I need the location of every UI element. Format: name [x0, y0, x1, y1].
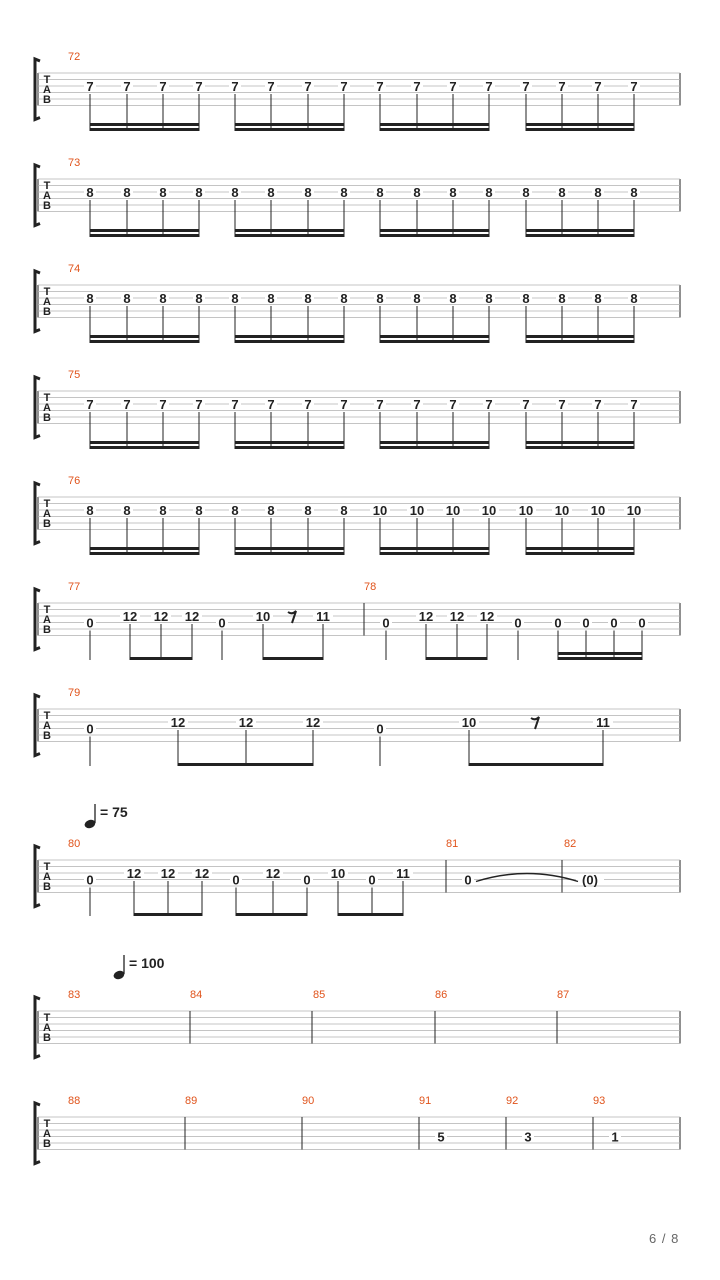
- fret-number: 7: [159, 397, 167, 412]
- fret-number: 8: [630, 185, 638, 200]
- fret-number: 7: [522, 79, 530, 94]
- note-beam: [235, 340, 344, 343]
- fret-number: 0: [232, 872, 240, 888]
- note-beam: [235, 446, 344, 449]
- note-beam: [134, 913, 202, 916]
- fret-number: 7: [231, 397, 239, 412]
- tab-clef-letter: A: [43, 1022, 51, 1034]
- fret-number: 0: [638, 615, 646, 631]
- fret-number: 8: [522, 291, 530, 306]
- fret-number: 10: [445, 503, 461, 518]
- note-beam: [90, 123, 199, 126]
- fret-number: 10: [554, 503, 570, 518]
- fret-number: 7: [630, 397, 638, 412]
- tab-clef-letter: B: [43, 1138, 51, 1150]
- fret-number: 3: [524, 1129, 532, 1145]
- tab-clef-letter: A: [43, 296, 51, 308]
- fret-number: 11: [316, 609, 330, 624]
- tab-clef-letter: T: [43, 604, 51, 616]
- note-beam: [90, 229, 199, 232]
- tempo-text: = 100: [129, 955, 165, 971]
- fret-number: 10: [481, 503, 497, 518]
- note-beam: [235, 234, 344, 237]
- measure-number: 91: [419, 1095, 432, 1107]
- measure-number: 87: [557, 989, 570, 1001]
- fret-number: 11: [596, 715, 610, 730]
- fret-number: 7: [304, 397, 312, 412]
- measure-number: 79: [68, 687, 81, 699]
- fret-number: 7: [231, 79, 239, 94]
- fret-number: 7: [304, 79, 312, 94]
- fret-number: 7: [86, 79, 94, 94]
- measure-number: 75: [68, 369, 81, 381]
- fret-number: 0: [86, 872, 94, 888]
- fret-number: 7: [594, 397, 602, 412]
- fret-number: 7: [159, 79, 167, 94]
- fret-number: 8: [485, 185, 493, 200]
- fret-number: 10: [518, 503, 534, 518]
- fret-number: 8: [86, 503, 94, 518]
- fret-number: 8: [522, 185, 530, 200]
- tab-clef-letter: T: [43, 498, 51, 510]
- note-beam: [235, 441, 344, 444]
- fret-number: 12: [418, 609, 434, 624]
- fret-number: 0: [376, 721, 384, 737]
- fret-number: 12: [265, 866, 281, 881]
- note-beam: [235, 552, 344, 555]
- fret-number: 10: [372, 503, 388, 518]
- measure-number: 78: [364, 581, 377, 593]
- fret-number: 8: [304, 503, 312, 518]
- fret-number: 10: [255, 609, 271, 624]
- measure-number: 82: [564, 838, 577, 850]
- fret-number: 7: [522, 397, 530, 412]
- measure-number: 81: [446, 838, 459, 850]
- fret-number: 8: [231, 185, 239, 200]
- note-beam: [380, 123, 489, 126]
- note-beam: [526, 123, 634, 126]
- measure-number: 83: [68, 989, 81, 1001]
- fret-number: 8: [340, 291, 348, 306]
- fret-number: 7: [485, 397, 493, 412]
- note-beam: [380, 128, 489, 131]
- tab-clef-letter: T: [43, 861, 51, 873]
- fret-number: 8: [485, 291, 493, 306]
- fret-number: 10: [590, 503, 606, 518]
- tab-clef-letter: A: [43, 871, 51, 883]
- tab-clef-letter: A: [43, 614, 51, 626]
- note-beam: [380, 552, 489, 555]
- fret-number: 8: [86, 291, 94, 306]
- note-beam: [90, 335, 199, 338]
- note-beam: [526, 335, 634, 338]
- fret-number: 12: [305, 715, 321, 730]
- note-beam: [469, 763, 603, 766]
- measure-number: 73: [68, 157, 81, 169]
- tab-clef-letter: B: [43, 412, 51, 424]
- fret-number: 7: [123, 397, 131, 412]
- measure-number: 93: [593, 1095, 606, 1107]
- tab-clef-letter: T: [43, 392, 51, 404]
- note-beam: [380, 547, 489, 550]
- fret-number: 8: [195, 185, 203, 200]
- tab-clef-letter: T: [43, 180, 51, 192]
- measure-number: 90: [302, 1095, 315, 1107]
- note-beam: [526, 128, 634, 131]
- tab-clef-letter: T: [43, 74, 51, 86]
- fret-number: 8: [413, 291, 421, 306]
- note-beam: [426, 657, 487, 660]
- note-beam: [526, 234, 634, 237]
- fret-number: 1: [611, 1129, 619, 1145]
- fret-number: 7: [485, 79, 493, 94]
- note-beam: [90, 446, 199, 449]
- fret-number: 7: [558, 79, 566, 94]
- fret-number: 12: [194, 866, 210, 881]
- fret-number: 8: [159, 185, 167, 200]
- tab-clef-letter: T: [43, 1118, 51, 1130]
- fret-number: 7: [340, 397, 348, 412]
- note-beam: [235, 229, 344, 232]
- fret-number: 10: [626, 503, 642, 518]
- fret-number: 8: [413, 185, 421, 200]
- measure-number: 92: [506, 1095, 519, 1107]
- fret-number: 8: [340, 503, 348, 518]
- note-beam: [380, 229, 489, 232]
- fret-number: 7: [413, 79, 421, 94]
- note-beam: [526, 340, 634, 343]
- fret-number: 7: [558, 397, 566, 412]
- note-beam: [558, 657, 642, 660]
- fret-number: 10: [461, 715, 477, 730]
- fret-number: 8: [123, 185, 131, 200]
- page-number: 6 / 8: [649, 1231, 680, 1246]
- note-beam: [236, 913, 307, 916]
- measure-number: 85: [313, 989, 326, 1001]
- measure-number: 80: [68, 838, 81, 850]
- tab-clef-letter: B: [43, 730, 51, 742]
- fret-number: 7: [449, 397, 457, 412]
- fret-number: 0: [218, 615, 226, 631]
- note-beam: [380, 441, 489, 444]
- note-beam: [90, 547, 199, 550]
- tab-clef-letter: T: [43, 1012, 51, 1024]
- fret-number: 7: [449, 79, 457, 94]
- fret-number: 7: [376, 397, 384, 412]
- fret-number: 0: [514, 615, 522, 631]
- tab-clef-letter: A: [43, 84, 51, 96]
- fret-number: 8: [594, 291, 602, 306]
- tab-clef-letter: A: [43, 1128, 51, 1140]
- fret-number: 0: [582, 615, 590, 631]
- tab-clef-letter: B: [43, 1032, 51, 1044]
- note-beam: [380, 446, 489, 449]
- fret-number: 8: [340, 185, 348, 200]
- tab-clef-letter: B: [43, 624, 51, 636]
- note-beam: [526, 446, 634, 449]
- note-beam: [235, 128, 344, 131]
- fret-number: 12: [479, 609, 495, 624]
- note-beam: [130, 657, 192, 660]
- fret-number: 7: [376, 79, 384, 94]
- fret-number: 12: [153, 609, 169, 624]
- tempo-text: = 75: [100, 804, 128, 820]
- measure-number: 84: [190, 989, 203, 1001]
- fret-number: 8: [159, 503, 167, 518]
- note-beam: [235, 335, 344, 338]
- fret-number: 0: [382, 615, 390, 631]
- measure-number: 88: [68, 1095, 81, 1107]
- fret-number: 8: [231, 291, 239, 306]
- fret-number: 8: [231, 503, 239, 518]
- measure-number: 89: [185, 1095, 198, 1107]
- note-beam: [526, 229, 634, 232]
- note-beam: [178, 763, 313, 766]
- tab-clef-letter: A: [43, 720, 51, 732]
- fret-number: 8: [449, 185, 457, 200]
- fret-number: 12: [449, 609, 465, 624]
- fret-number: 7: [630, 79, 638, 94]
- note-beam: [526, 547, 634, 550]
- measure-number: 77: [68, 581, 81, 593]
- fret-number: 0: [368, 872, 376, 888]
- fret-number: 8: [159, 291, 167, 306]
- tab-clef-letter: T: [43, 286, 51, 298]
- note-beam: [526, 441, 634, 444]
- fret-number: 8: [195, 291, 203, 306]
- note-beam: [90, 234, 199, 237]
- fret-number: 7: [594, 79, 602, 94]
- measure-number: 74: [68, 263, 81, 275]
- note-beam: [90, 340, 199, 343]
- note-beam: [90, 128, 199, 131]
- fret-number: 0: [464, 872, 472, 888]
- fret-number: 0: [303, 872, 311, 888]
- fret-number: 7: [267, 397, 275, 412]
- fret-number: 8: [304, 291, 312, 306]
- tab-clef-letter: A: [43, 508, 51, 520]
- tab-clef-letter: A: [43, 190, 51, 202]
- measure-number: 76: [68, 475, 81, 487]
- note-beam: [380, 340, 489, 343]
- tab-clef-letter: B: [43, 306, 51, 318]
- note-beam: [558, 652, 642, 655]
- note-beam: [263, 657, 323, 660]
- tab-clef-letter: B: [43, 94, 51, 106]
- fret-number: 7: [267, 79, 275, 94]
- fret-number: 8: [195, 503, 203, 518]
- fret-number: 0: [554, 615, 562, 631]
- tab-clef-letter: B: [43, 200, 51, 212]
- fret-number: 0: [86, 615, 94, 631]
- note-beam: [90, 441, 199, 444]
- fret-number: 10: [409, 503, 425, 518]
- tab-clef-letter: B: [43, 881, 51, 893]
- fret-number: 8: [449, 291, 457, 306]
- tab-clef-letter: T: [43, 710, 51, 722]
- note-beam: [338, 913, 403, 916]
- note-beam: [235, 123, 344, 126]
- fret-number: 7: [413, 397, 421, 412]
- note-beam: [380, 234, 489, 237]
- tab-clef-letter: B: [43, 518, 51, 530]
- note-beam: [90, 552, 199, 555]
- measure-number: 72: [68, 51, 81, 63]
- tie-arc: [476, 874, 578, 882]
- fret-number: 7: [195, 397, 203, 412]
- fret-number: 8: [267, 185, 275, 200]
- fret-number: 7: [123, 79, 131, 94]
- fret-number: 7: [340, 79, 348, 94]
- fret-number: 7: [195, 79, 203, 94]
- eighth-rest-icon: [531, 717, 539, 729]
- fret-number: 8: [123, 503, 131, 518]
- note-beam: [235, 547, 344, 550]
- fret-number: 8: [376, 185, 384, 200]
- fret-number: 8: [86, 185, 94, 200]
- fret-number: 8: [267, 291, 275, 306]
- measure-number: 86: [435, 989, 448, 1001]
- note-beam: [526, 552, 634, 555]
- fret-number: 12: [160, 866, 176, 881]
- fret-number: 8: [558, 291, 566, 306]
- fret-number: 8: [304, 185, 312, 200]
- fret-number: 8: [594, 185, 602, 200]
- eighth-rest-icon: [288, 611, 296, 623]
- fret-number: 11: [396, 866, 410, 881]
- fret-number: 8: [376, 291, 384, 306]
- fret-number: 10: [330, 866, 346, 881]
- fret-number: 12: [126, 866, 142, 881]
- note-beam: [380, 335, 489, 338]
- fret-number: 8: [630, 291, 638, 306]
- fret-number: 12: [238, 715, 254, 730]
- fret-number: 0: [610, 615, 618, 631]
- fret-number: (0): [582, 872, 598, 888]
- fret-number: 8: [558, 185, 566, 200]
- fret-number: 8: [267, 503, 275, 518]
- fret-number: 0: [86, 721, 94, 737]
- fret-number: 12: [170, 715, 186, 730]
- fret-number: 12: [122, 609, 138, 624]
- fret-number: 7: [86, 397, 94, 412]
- fret-number: 8: [123, 291, 131, 306]
- fret-number: 5: [437, 1129, 445, 1145]
- fret-number: 12: [184, 609, 200, 624]
- tab-clef-letter: A: [43, 402, 51, 414]
